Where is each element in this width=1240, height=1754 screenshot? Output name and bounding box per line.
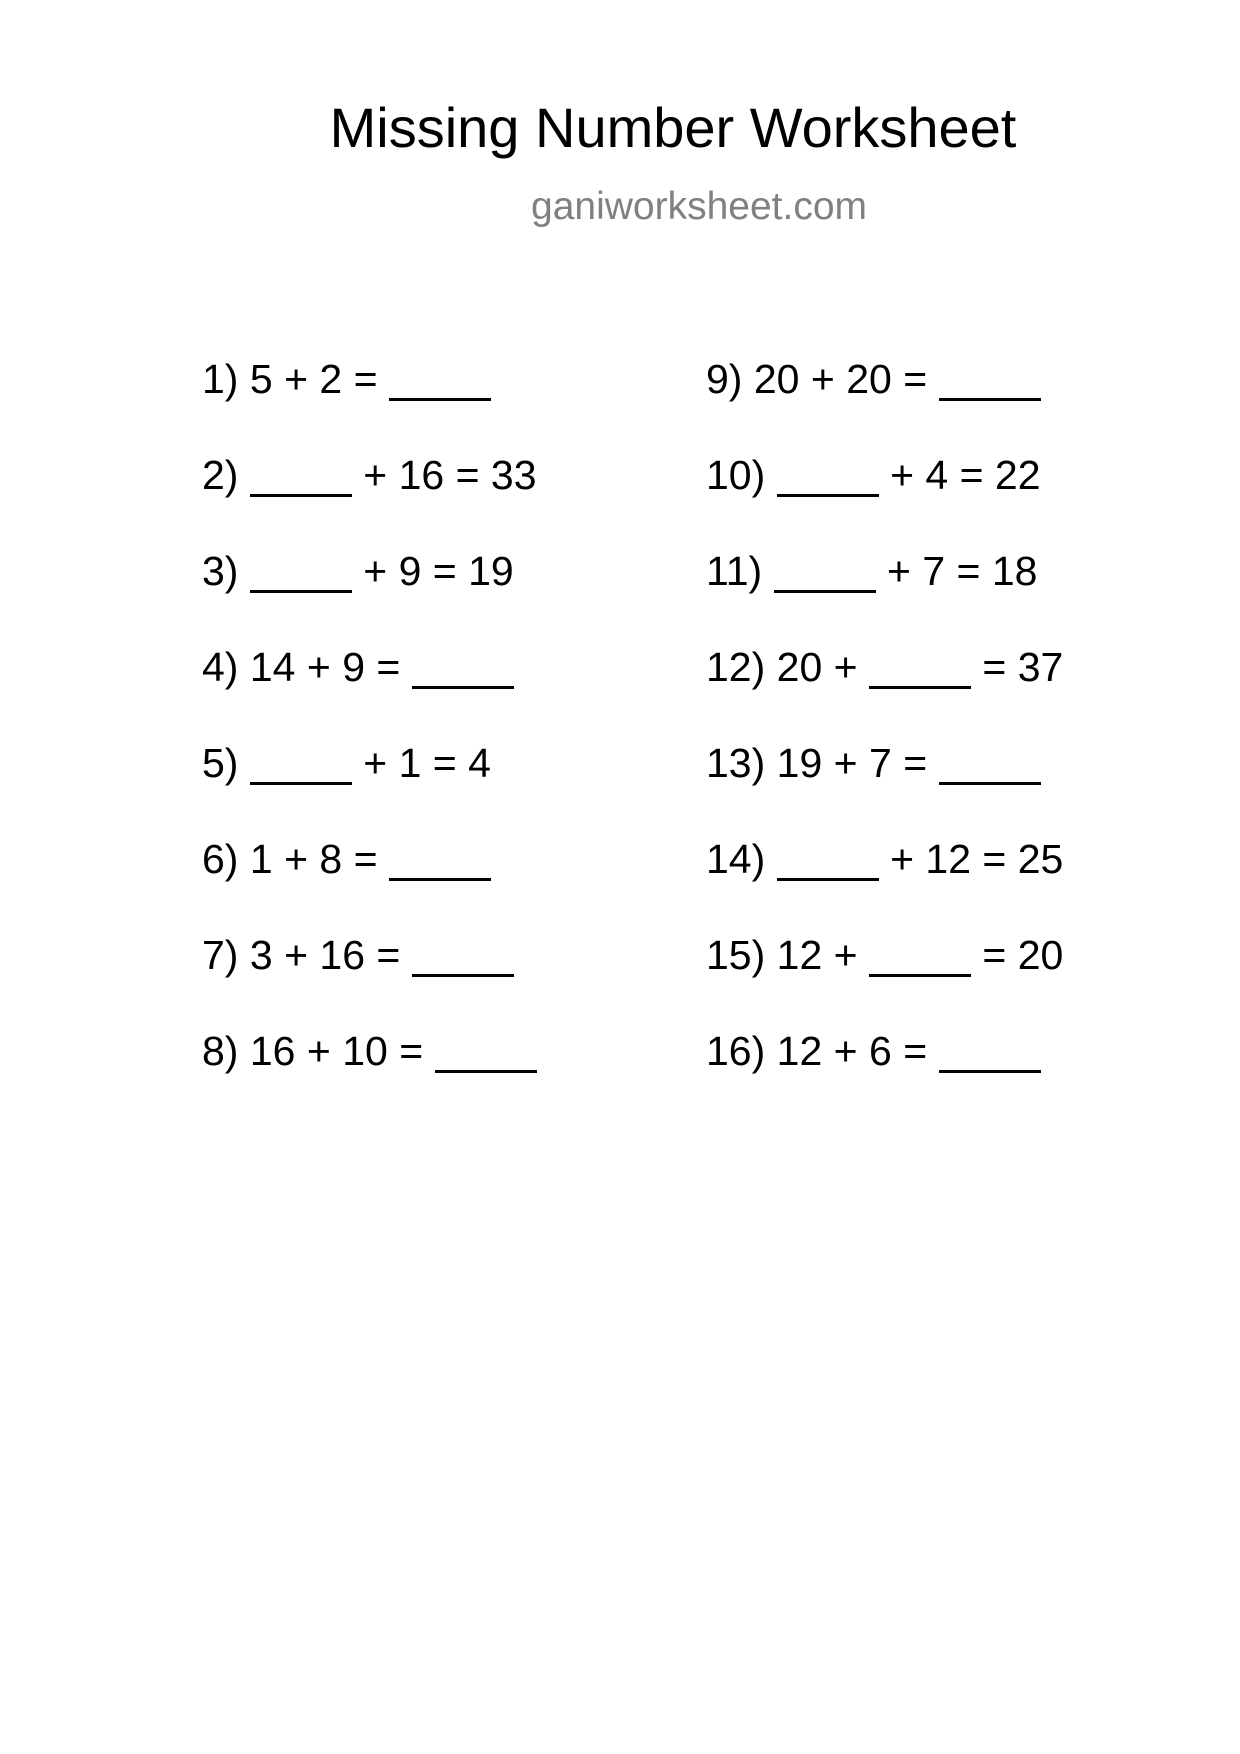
problem-number: 3) <box>202 548 239 594</box>
equation-text: + 7 = 18 <box>875 548 1038 594</box>
equation-text: 20 + 20 = <box>753 356 939 402</box>
problem-number: 4) <box>202 644 239 690</box>
problem-item <box>706 926 1063 1022</box>
problem-number: 13) <box>706 740 766 786</box>
problem-item <box>202 926 537 1022</box>
problem-item <box>202 638 537 734</box>
problem-item <box>706 638 1063 734</box>
equation-text: + 16 = 33 <box>351 452 537 498</box>
problem-number: 15) <box>706 932 766 978</box>
equation-text: 16 + 10 = <box>249 1028 435 1074</box>
problem-column-right <box>706 350 1063 1118</box>
answer-blank[interactable] <box>389 838 491 881</box>
problem-item <box>202 830 537 926</box>
answer-blank[interactable] <box>389 358 491 401</box>
problem-number: 5) <box>202 740 239 786</box>
problem-number: 16) <box>706 1028 766 1074</box>
equation-text: 12 + <box>776 932 870 978</box>
equation-text: = 20 <box>971 932 1064 978</box>
answer-blank[interactable] <box>869 646 971 689</box>
equation-text: 3 + 16 = <box>249 932 412 978</box>
problem-number: 12) <box>706 644 766 690</box>
equation-text: + 9 = 19 <box>351 548 514 594</box>
problem-item <box>706 446 1063 542</box>
problem-column-left <box>202 350 537 1118</box>
answer-blank[interactable] <box>435 1030 537 1073</box>
equation-text: 1 + 8 = <box>249 836 389 882</box>
problem-item <box>202 1022 537 1118</box>
equation-text: + 12 = 25 <box>878 836 1064 882</box>
problem-item <box>202 542 537 638</box>
answer-blank[interactable] <box>869 934 971 977</box>
problem-number: 6) <box>202 836 239 882</box>
equation-text: 14 + 9 = <box>249 644 412 690</box>
problem-item <box>706 734 1063 830</box>
problem-item <box>706 350 1063 446</box>
answer-blank[interactable] <box>250 454 352 497</box>
equation-text: 20 + <box>776 644 870 690</box>
equation-text: 12 + 6 = <box>776 1028 939 1074</box>
answer-blank[interactable] <box>250 742 352 785</box>
answer-blank[interactable] <box>250 550 352 593</box>
problem-item <box>706 542 1063 638</box>
problem-item <box>706 830 1063 926</box>
problem-item <box>202 446 537 542</box>
problem-item <box>202 734 537 830</box>
answer-blank[interactable] <box>412 934 514 977</box>
problem-number: 14) <box>706 836 766 882</box>
answer-blank[interactable] <box>939 358 1041 401</box>
problem-item <box>202 350 537 446</box>
problem-number: 1) <box>202 356 239 402</box>
problem-number: 11) <box>706 548 763 594</box>
answer-blank[interactable] <box>777 454 879 497</box>
website-url: ganiworksheet.com <box>531 185 867 228</box>
answer-blank[interactable] <box>412 646 514 689</box>
problem-number: 10) <box>706 452 766 498</box>
problem-item <box>706 1022 1063 1118</box>
problem-number: 9) <box>706 356 743 402</box>
problem-number: 2) <box>202 452 239 498</box>
equation-text: 5 + 2 = <box>249 356 389 402</box>
equation-text: + 4 = 22 <box>878 452 1041 498</box>
answer-blank[interactable] <box>777 838 879 881</box>
problem-number: 8) <box>202 1028 239 1074</box>
equation-text: = 37 <box>971 644 1064 690</box>
answer-blank[interactable] <box>774 550 876 593</box>
equation-text: 19 + 7 = <box>776 740 939 786</box>
answer-blank[interactable] <box>939 1030 1041 1073</box>
problem-number: 7) <box>202 932 239 978</box>
worksheet-title: Missing Number Worksheet <box>329 96 1017 159</box>
equation-text: + 1 = 4 <box>351 740 491 786</box>
answer-blank[interactable] <box>939 742 1041 785</box>
